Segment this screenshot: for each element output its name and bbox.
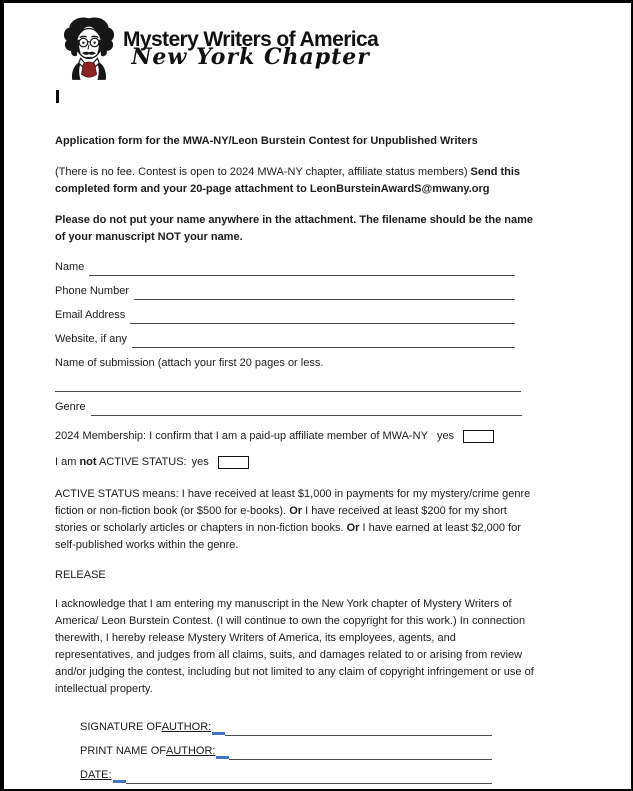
print-name-input-line[interactable] — [229, 746, 492, 760]
blue-underscore-mark — [216, 756, 229, 759]
field-row-email — [55, 307, 515, 324]
field-row-phone — [55, 283, 515, 300]
name-input-line[interactable] — [89, 262, 515, 276]
chapter-name: New York Chapter — [131, 44, 370, 70]
warning-paragraph: Please do not put your name anywhere in the attachment. The filename should be the name of your manuscript NOT your name. — [55, 214, 533, 243]
signature-block — [55, 712, 631, 784]
membership-yes-label: yes — [436, 430, 455, 442]
signature-author-label: AUTHOR: — [161, 721, 212, 733]
website-label: Website, if any — [55, 333, 127, 345]
field-row-genre — [55, 399, 522, 416]
field-row-website — [55, 331, 515, 348]
text-cursor — [56, 90, 59, 103]
print-name-author-label: AUTHOR: — [165, 745, 216, 757]
signature-prefix: SIGNATURE OF — [80, 721, 162, 733]
blue-underscore-mark — [113, 780, 126, 783]
date-row — [80, 760, 492, 784]
signature-row — [80, 712, 492, 736]
submission-label: Name of submission (attach your first 20 pages or less. — [55, 357, 324, 369]
name-label: Name — [55, 261, 85, 273]
print-name-row — [80, 736, 492, 760]
blue-underscore-mark — [212, 732, 225, 735]
membership-row — [55, 429, 631, 444]
active-status-definition: ACTIVE STATUS means: I have received at least $1,000 in payments for my mystery/crime genre fiction or non-fiction book (or $500 for e-books). Or I have received at least $200 for my short stories or scholarly articles or chapters in non-fiction books. Or I have earned at least $2,000 for self-published works within the genre. — [55, 488, 531, 551]
field-row-name — [55, 259, 515, 276]
print-name-prefix: PRINT NAME OF — [80, 745, 166, 757]
intro-paragraph: (There is no fee. Contest is open to 2024 MWA-NY chapter, affiliate status members) Send this completed form and your 20-page attachment to LeonBursteinAwardS@mwany.org — [55, 166, 521, 195]
phone-label: Phone Number — [55, 285, 129, 297]
active-status-row — [55, 455, 631, 470]
phone-input-line[interactable] — [134, 286, 515, 300]
org-name: Mystery Writers of America — [123, 28, 379, 51]
signature-input-line[interactable] — [225, 722, 492, 736]
release-paragraph: I acknowledge that I am entering my manuscript in the New York chapter of Mystery Writers of America/ Leon Burstein Contest. (I will continue to own the copyright for this work.) In connection therewith, I hereby release Mystery Writers of America, its employees, agents, and representatives, and judges from all claims, suits, and damages related to or arising from review and/or judging the contest, including but not limited to any claim of copyright infringement or use of intellectual property. — [55, 598, 534, 695]
mwa-ny-logo — [61, 16, 631, 84]
email-label: Email Address — [55, 309, 126, 321]
date-input-line[interactable] — [126, 770, 492, 784]
submission-input-line[interactable] — [55, 378, 521, 392]
active-status-yes-label: yes — [191, 456, 209, 468]
release-heading: RELEASE — [55, 569, 106, 581]
genre-input-line[interactable] — [91, 402, 522, 416]
website-input-line[interactable] — [132, 334, 515, 348]
genre-label: Genre — [55, 401, 86, 413]
poe-caricature-icon — [61, 16, 117, 84]
active-status-statement: I am not ACTIVE STATUS: — [55, 456, 187, 468]
membership-yes-checkbox[interactable] — [463, 430, 494, 443]
membership-statement: 2024 Membership: I confirm that I am a paid-up affiliate member of MWA-NY — [55, 430, 428, 442]
email-input-line[interactable] — [130, 310, 515, 324]
active-status-yes-checkbox[interactable] — [218, 456, 249, 469]
form-title: Application form for the MWA-NY/Leon Burstein Contest for Unpublished Writers — [55, 135, 478, 147]
date-label: DATE: — [80, 769, 112, 781]
